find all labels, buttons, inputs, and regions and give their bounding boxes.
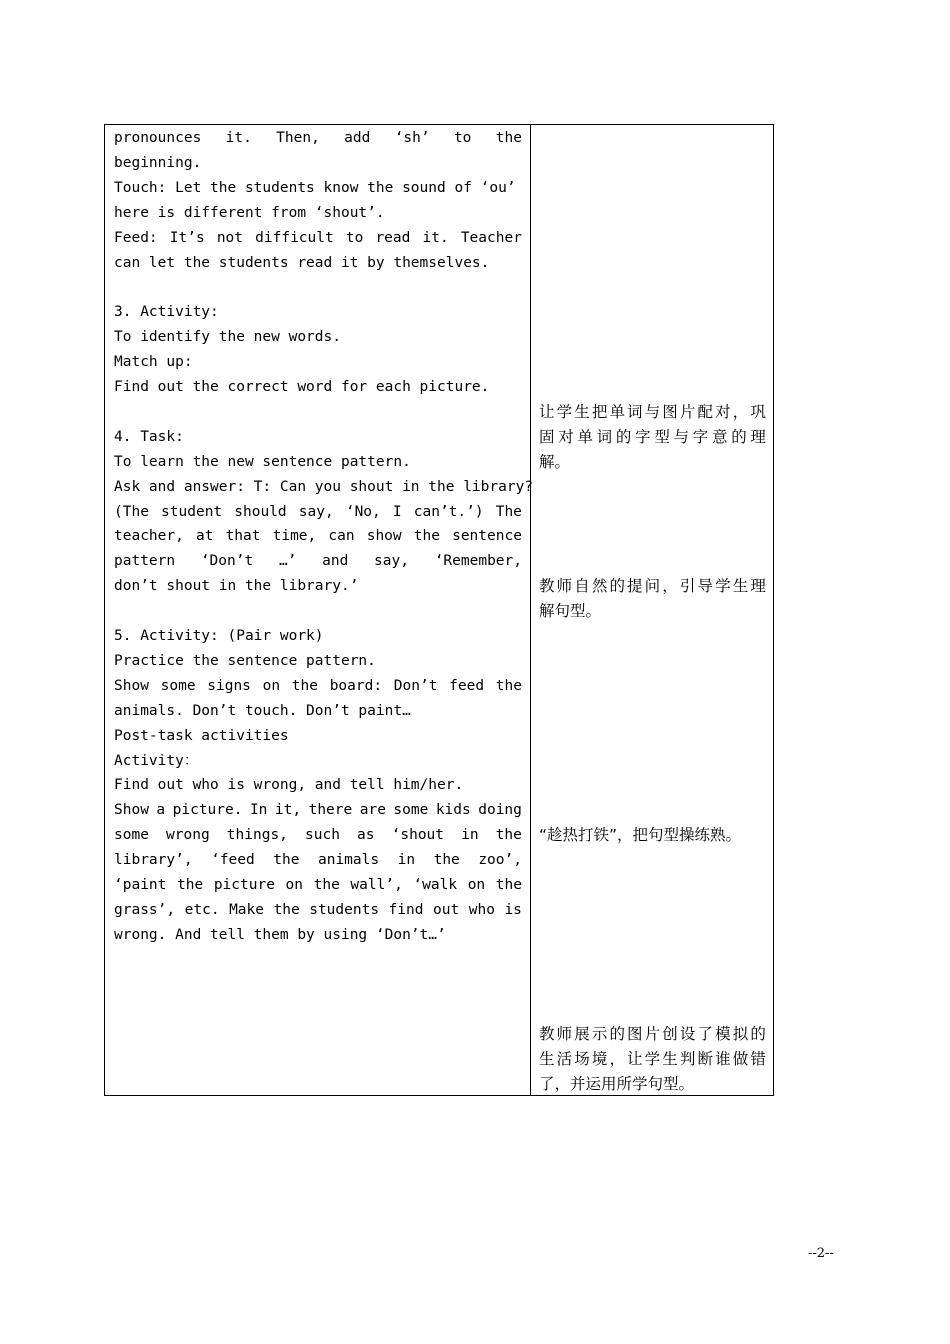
procedure-line: don’t shout in the library.’	[114, 578, 359, 595]
procedure-line: 5. Activity: (Pair work)	[114, 628, 324, 644]
purpose-line: 生 活 场 境 ， 让 学 生 判 断 谁 做 错	[539, 1050, 766, 1069]
procedure-line: To learn the new sentence pattern.	[114, 453, 411, 470]
procedure-line: Show some signs on the board: Don’t feed the	[114, 677, 522, 694]
purpose-line: “趁热打铁”，把句型操练熟。	[539, 826, 742, 845]
purpose-line: 解。	[539, 452, 571, 471]
procedure-line: Ask and answer: T: Can you shout in the library?	[114, 478, 534, 495]
purpose-line: 了，并运用所学句型。	[539, 1075, 695, 1094]
purpose-line: 解句型。	[539, 602, 602, 621]
procedure-line: 4. Task:	[114, 428, 184, 445]
page-number: --2--	[808, 1246, 834, 1261]
procedure-line: To identify the new words.	[114, 329, 341, 346]
procedure-line: pronounces it. Then, add ‘sh’ to the	[114, 130, 522, 146]
procedure-line: 3. Activity:	[114, 304, 219, 321]
procedure-line: animals. Don’t touch. Don’t paint…	[114, 702, 411, 719]
procedure-line: Post-task activities	[114, 727, 289, 744]
purpose-line: 教 师 自 然 的 提 问 ， 引 导 学 生 理	[539, 577, 766, 596]
procedure-line: pattern ‘Don’t …’ and say, ‘Remember,	[114, 553, 522, 570]
purpose-line: 固 对 单 词 的 字 型 与 字 意 的 理	[539, 427, 766, 446]
procedure-line: Match up:	[114, 354, 193, 371]
procedure-line: Feed: It’s not difficult to read it. Teacher	[114, 229, 522, 246]
procedure-line: ‘paint the picture on the wall’, ‘walk on the	[114, 877, 522, 893]
procedure-line: grass’, etc. Make the students find out who is	[114, 901, 522, 918]
procedure-line: wrong. And tell them by using ‘Don’t…’	[114, 926, 446, 943]
column-divider	[530, 125, 531, 1095]
procedure-line: library’, ‘feed the animals in the zoo’,	[114, 852, 522, 869]
procedure-line: (The student should say, ‘No, I can’t.’) The	[114, 503, 522, 520]
procedure-line: beginning.	[114, 154, 202, 171]
purpose-line: 教 师 展 示 的 图 片 创 设 了 模 拟 的	[539, 1025, 766, 1044]
procedure-line: Practice the sentence pattern.	[114, 652, 376, 669]
procedure-line: Activity：	[114, 752, 199, 769]
procedure-line: Show a picture. In it, there are some kids doing	[114, 802, 522, 819]
purpose-line: 让 学 生 把 单 词 与 图 片 配 对 ， 巩	[539, 402, 766, 421]
lesson-plan-table	[104, 124, 774, 1096]
procedure-line: can let the students read it by themselves.	[114, 254, 490, 271]
procedure-line: teacher, at that time, can show the sentence	[114, 528, 522, 545]
procedure-line: Find out who is wrong, and tell him/her.	[114, 777, 464, 794]
procedure-line: Find out the correct word for each picture.	[114, 379, 490, 395]
procedure-line: some wrong things, such as ‘shout in the	[114, 827, 522, 844]
procedure-line: here is different from ‘shout’.	[114, 204, 385, 221]
procedure-line: Touch: Let the students know the sound of ‘ou’	[114, 179, 516, 196]
